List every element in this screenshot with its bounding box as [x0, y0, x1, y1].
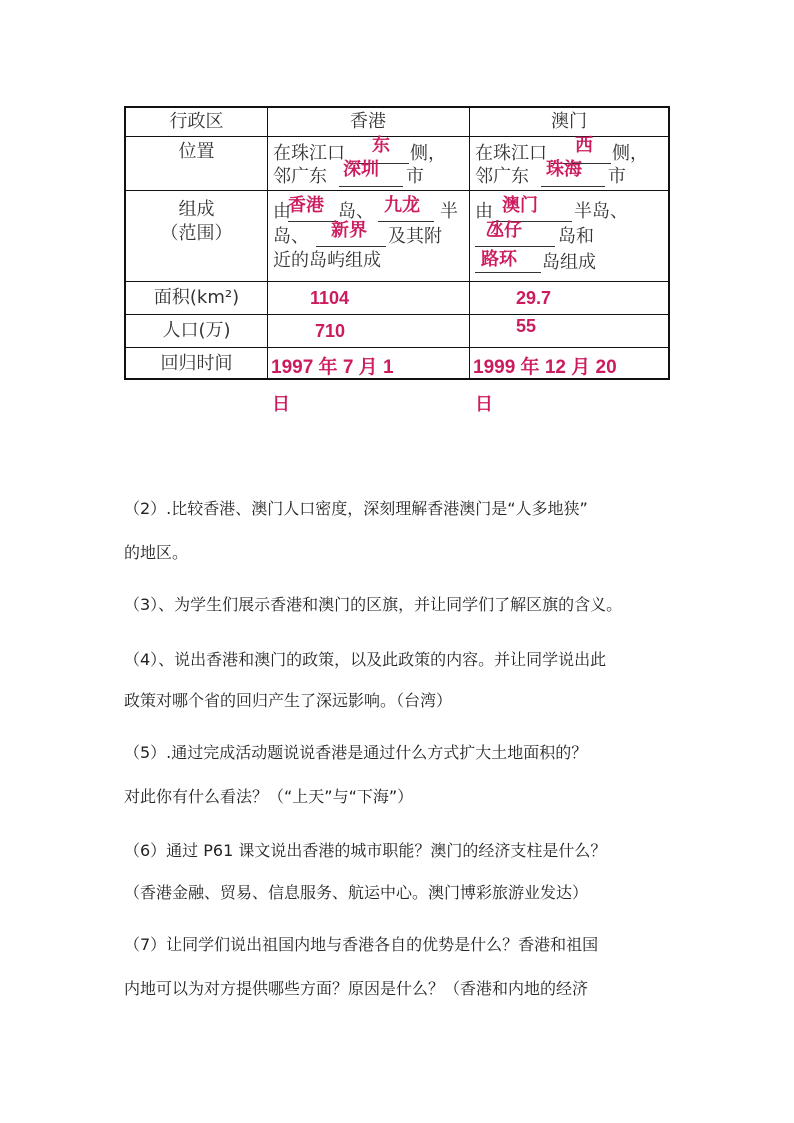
paragraph-line: （2）.比较香港、澳门人口密度，深刻理解香港澳门是“人多地狭” [124, 499, 588, 518]
header-region: 行政区 [169, 111, 224, 132]
blank-line [475, 272, 541, 273]
row-label-return-time: 回归时间 [160, 353, 233, 374]
hk-composition-text: 半 [440, 201, 458, 222]
table-divider [126, 190, 668, 191]
hk-composition-answer-newterr: 新界 [331, 220, 367, 240]
hk-composition-text: 近的岛屿组成 [273, 250, 381, 271]
macau-composition-text: 岛组成 [542, 252, 596, 273]
macau-composition-answer-peninsula: 澳门 [502, 195, 538, 215]
blank-line [475, 246, 555, 247]
hk-population-value: 710 [315, 321, 346, 341]
paragraph-line: （4）、说出香港和澳门的政策，以及此政策的内容。并让同学说出此 [124, 650, 607, 669]
hk-composition-answer-island: 香港 [288, 195, 324, 215]
header-hongkong: 香港 [350, 111, 386, 132]
paragraph-line: 的地区。 [124, 543, 189, 562]
paragraph-line: 对此你有什么看法？（“上天”与“下海”） [124, 787, 414, 806]
macau-composition-answer-island1: 氹仔 [486, 220, 522, 240]
paragraph-line: （6）通过 P61 课文说出香港的城市职能？澳门的经济支柱是什么？ [124, 841, 607, 860]
macau-return-time: 1999 年 12 月 20 [473, 357, 617, 378]
macau-location-text: 在珠江口 [475, 143, 547, 164]
hk-location-text: 在珠江口 [273, 143, 345, 164]
hk-composition-text: 岛、 [273, 226, 309, 247]
paragraph-line: 政策对哪个省的回归产生了深远影响。（台湾） [124, 691, 453, 710]
hk-location-answer-city: 深圳 [343, 159, 379, 179]
hk-return-time: 1997 年 7 月 1 [271, 357, 394, 378]
macau-composition-text: 岛和 [558, 226, 594, 247]
row-label-population: 人口(万) [162, 320, 231, 341]
hk-area-value: 1104 [310, 288, 350, 308]
hk-composition-text: 岛、 [338, 201, 374, 222]
hk-composition-text: 及其附 [388, 226, 442, 247]
paragraph-line: 内地可以为对方提供哪些方面？原因是什么？（香港和内地的经济 [124, 979, 589, 998]
paragraph-line: （3）、为学生们展示香港和澳门的区旗，并让同学们了解区旗的含义。 [124, 595, 623, 614]
hk-location-text: 侧， [410, 143, 446, 164]
table-divider [267, 108, 268, 378]
hk-location-text: 市 [406, 166, 424, 187]
row-label-location: 位置 [178, 141, 215, 162]
macau-location-text: 市 [608, 166, 626, 187]
blank-line [339, 186, 403, 187]
hk-location-text: 邻广东 [273, 166, 327, 187]
macau-location-text: 邻广东 [475, 166, 529, 187]
hk-return-time-day: 日 [272, 394, 290, 414]
row-label-area: 面积(km²) [153, 287, 240, 308]
macau-location-answer-side: 西 [575, 135, 593, 155]
macau-return-time-day: 日 [475, 394, 493, 414]
macau-location-text: 侧， [612, 143, 648, 164]
paragraph-line: （5）.通过完成活动题说说香港是通过什么方式扩大土地面积的？ [124, 743, 588, 762]
comparison-table [124, 106, 670, 380]
hk-composition-text: 由 [273, 201, 291, 222]
hk-composition-answer-peninsula: 九龙 [384, 195, 420, 215]
macau-composition-text: 半岛、 [574, 201, 628, 222]
row-label-composition: 组成 [178, 199, 215, 220]
macau-population-value: 55 [516, 316, 537, 336]
blank-line [541, 186, 605, 187]
row-label-composition-scope: （范围） [160, 223, 233, 244]
macau-location-answer-city: 珠海 [546, 159, 582, 179]
blank-line [378, 221, 434, 222]
macau-composition-text: 由 [475, 201, 493, 222]
table-divider [469, 108, 470, 378]
table-divider [126, 314, 668, 315]
hk-location-answer-side: 东 [372, 135, 390, 155]
table-divider [126, 347, 668, 348]
table-divider [126, 281, 668, 282]
paragraph-line: （香港金融、贸易、信息服务、航运中心。澳门博彩旅游业发达） [124, 883, 589, 902]
blank-line [316, 246, 386, 247]
paragraph-line: （7）让同学们说出祖国内地与香港各自的优势是什么？香港和祖国 [124, 935, 599, 954]
macau-composition-answer-island2: 路环 [481, 249, 517, 269]
macau-area-value: 29.7 [516, 288, 552, 308]
header-macau: 澳门 [551, 111, 587, 132]
